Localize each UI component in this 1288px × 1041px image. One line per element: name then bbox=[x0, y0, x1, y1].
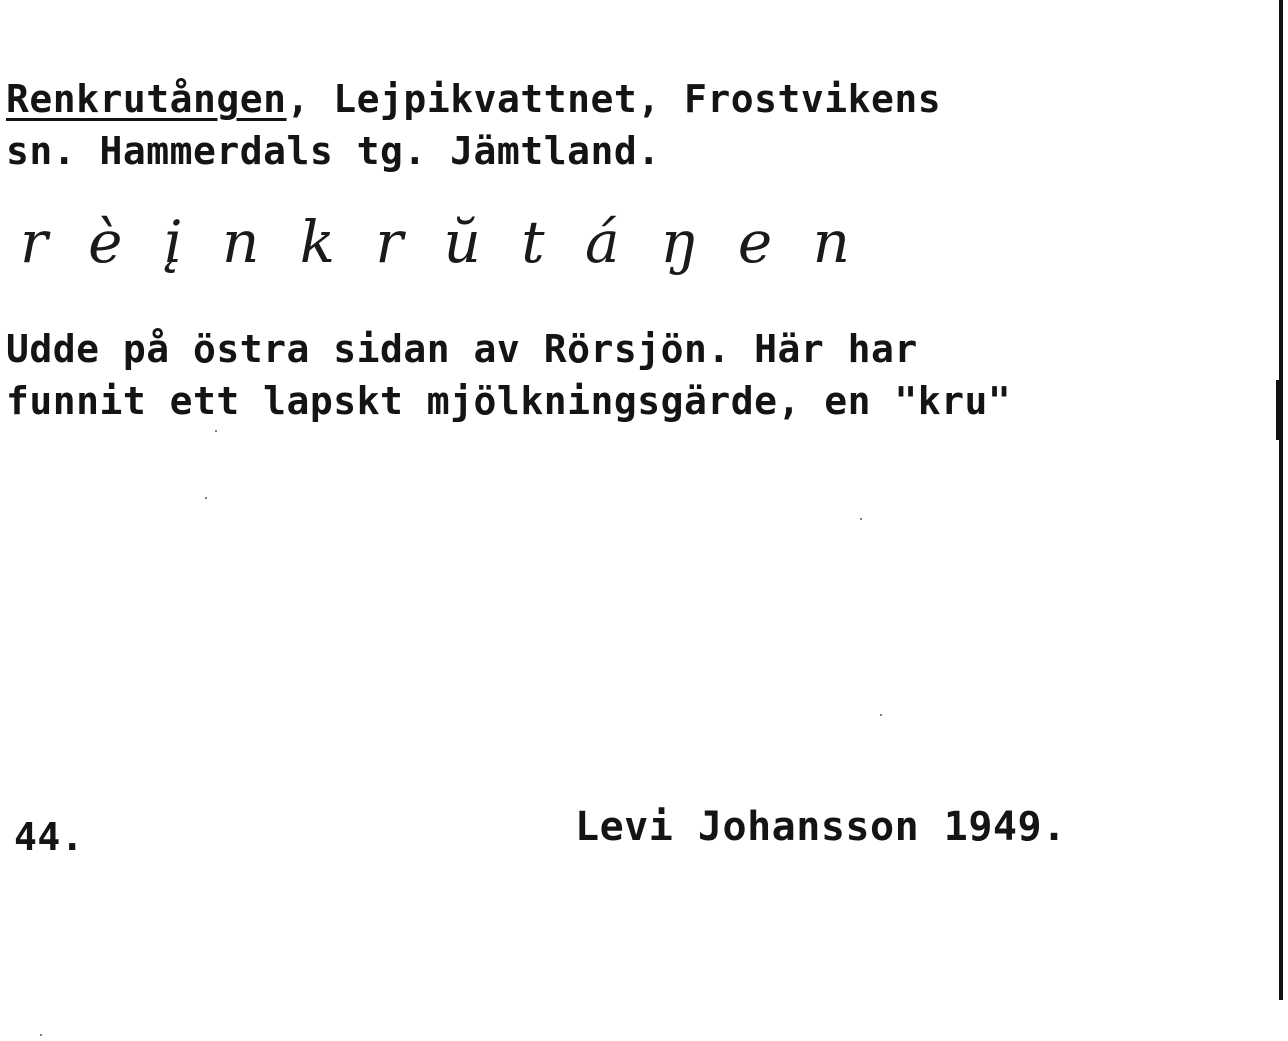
card-edge-line bbox=[1279, 0, 1283, 1000]
scan-speck bbox=[880, 714, 882, 716]
description-line-2: funnit ett lapskt mjölkningsgärde, en "kru" bbox=[6, 379, 1012, 423]
phonetic-text: rèįnkrŭtáŋen bbox=[20, 208, 850, 276]
place-name: Renkrutången bbox=[6, 77, 287, 121]
heading-line-1 bbox=[6, 72, 941, 126]
scan-speck bbox=[205, 497, 207, 499]
heading-line-2: sn. Hammerdals tg. Jämtland. bbox=[6, 129, 661, 173]
scan-speck bbox=[860, 518, 862, 520]
scan-speck bbox=[40, 1034, 42, 1036]
card-number: 44. bbox=[14, 815, 85, 859]
phonetic-transcription bbox=[20, 190, 880, 300]
scan-speck bbox=[215, 430, 217, 432]
author-signature: Levi Johansson 1949. bbox=[575, 804, 1067, 850]
card-edge-mark bbox=[1276, 380, 1282, 440]
description-line-1: Udde på östra sidan av Rörsjön. Här har bbox=[6, 327, 918, 371]
heading-location: , Lejpikvattnet, Frostvikens bbox=[286, 77, 942, 121]
